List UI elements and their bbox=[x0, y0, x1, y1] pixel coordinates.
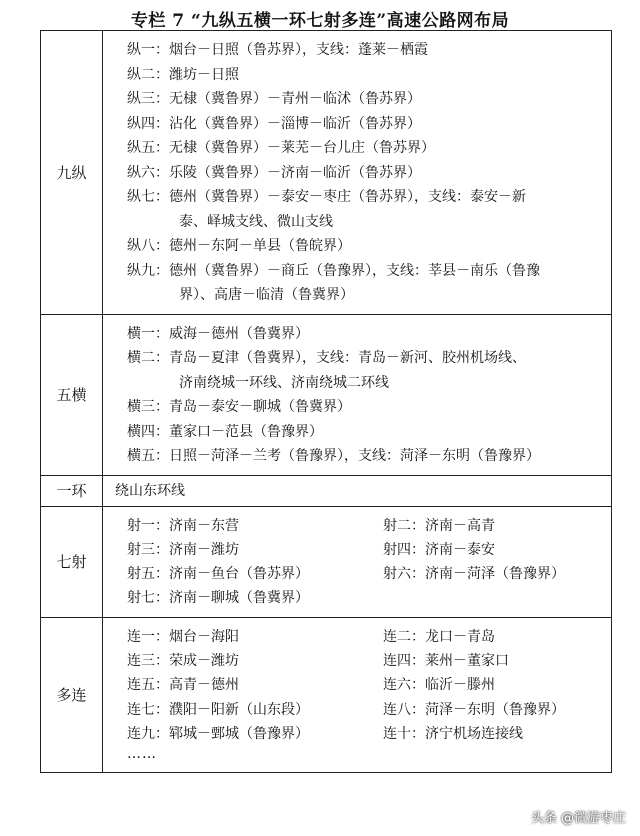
row-label-wuheng: 五横 bbox=[41, 314, 103, 475]
table-row bbox=[41, 314, 612, 475]
list-item: 射五：济南－鱼台（鲁苏界） bbox=[127, 566, 309, 583]
list-item: 纵九：德州（冀鲁界）－商丘（鲁豫界），支线：莘县－南乐（鲁豫 bbox=[127, 262, 540, 279]
table-row bbox=[41, 475, 612, 506]
pair-row bbox=[103, 722, 611, 746]
table-row bbox=[41, 31, 612, 315]
list-item: 纵五：无棣（冀鲁界）－莱芜－台儿庄（鲁苏界） bbox=[127, 140, 435, 156]
table-row bbox=[41, 617, 612, 772]
list-item: 横五：日照－菏泽－兰考（鲁豫界），支线：菏泽－东明（鲁豫界） bbox=[127, 448, 540, 464]
qishe-list bbox=[103, 507, 611, 617]
list-item: 纵二：潍坊－日照 bbox=[127, 66, 239, 83]
ellipsis: …… bbox=[127, 746, 157, 763]
list-item: 纵一：烟台－日照（鲁苏界），支线：蓬莱－栖霞 bbox=[127, 42, 428, 58]
highway-layout-table bbox=[40, 30, 612, 773]
row-label-duolian: 多连 bbox=[41, 617, 103, 772]
pair-row bbox=[103, 586, 611, 610]
list-item: 纵三：无棣（冀鲁界）－青州－临沭（鲁苏界） bbox=[127, 91, 421, 107]
list-item: 连十：济宁机场连接线 bbox=[383, 725, 523, 742]
list-item: 连九：郓城－鄄城（鲁豫界） bbox=[127, 725, 309, 742]
list-item: 连一：烟台－海阳 bbox=[127, 628, 239, 645]
list-item: 连八：菏泽－东明（鲁豫界） bbox=[383, 701, 565, 718]
pair-row bbox=[103, 562, 611, 586]
list-item: 连四：莱州－董家口 bbox=[383, 652, 509, 669]
pair-row bbox=[103, 649, 611, 673]
list-item: 横三：青岛－泰安－聊城（鲁冀界） bbox=[127, 399, 351, 415]
list-item-continuation: 济南绕城一环线、济南绕城二环线 bbox=[179, 374, 389, 391]
list-item-continuation: 界）、高唐－临清（鲁冀界） bbox=[179, 287, 354, 303]
list-item: 射七：济南－聊城（鲁冀界） bbox=[127, 590, 309, 607]
wuheng-list bbox=[103, 315, 611, 475]
pair-row bbox=[103, 698, 611, 722]
watermark: 头条 @微游枣庄 bbox=[530, 811, 626, 826]
list-item: 纵七：德州（冀鲁界）－泰安－枣庄（鲁苏界），支线：泰安－新 bbox=[127, 189, 526, 205]
list-item: 连六：临沂－滕州 bbox=[383, 677, 495, 694]
list-item: 射二：济南－高青 bbox=[383, 517, 495, 534]
pair-row bbox=[103, 538, 611, 562]
page-title: 专栏 7 “九纵五横一环七射多连”高速公路网布局 bbox=[130, 11, 510, 31]
pair-row bbox=[103, 625, 611, 649]
duolian-list bbox=[103, 618, 611, 772]
list-item: 射一：济南－东营 bbox=[127, 517, 239, 534]
list-item-continuation: 泰、峄城支线、微山支线 bbox=[179, 213, 333, 230]
pair-row bbox=[103, 673, 611, 697]
list-item: 纵六：乐陵（冀鲁界）－济南－临沂（鲁苏界） bbox=[127, 164, 421, 181]
list-item: 绕山东环线 bbox=[115, 482, 185, 499]
list-item: 射三：济南－潍坊 bbox=[127, 541, 239, 558]
list-item: 纵八：德州－东阿－单县（鲁皖界） bbox=[127, 238, 351, 254]
list-item: 连七：濮阳－阳新（山东段） bbox=[127, 701, 309, 718]
table-row bbox=[41, 506, 612, 617]
row-label-qishe: 七射 bbox=[41, 506, 103, 617]
list-item: 射四：济南－泰安 bbox=[383, 541, 495, 558]
list-item: 横一：威海－德州（鲁冀界） bbox=[127, 325, 309, 342]
list-item: 连五：高青－德州 bbox=[127, 677, 239, 694]
list-item: 连二：龙口－青岛 bbox=[383, 628, 495, 645]
row-label-yihuan: 一环 bbox=[41, 475, 103, 506]
jiuzong-list bbox=[103, 31, 611, 314]
row-label-jiuzong: 九纵 bbox=[41, 31, 103, 315]
list-item: 连三：荣成－潍坊 bbox=[127, 652, 239, 669]
list-item: 横二：青岛－夏津（鲁冀界），支线：青岛－新河、胶州机场线、 bbox=[127, 350, 526, 366]
list-item bbox=[359, 586, 611, 610]
list-item: 射六：济南－菏泽（鲁豫界） bbox=[383, 566, 565, 583]
list-item: 横四：董家口－范县（鲁豫界） bbox=[127, 423, 323, 440]
list-item: 纵四：沾化（冀鲁界）－淄博－临沂（鲁苏界） bbox=[127, 115, 421, 132]
pair-row bbox=[103, 514, 611, 538]
